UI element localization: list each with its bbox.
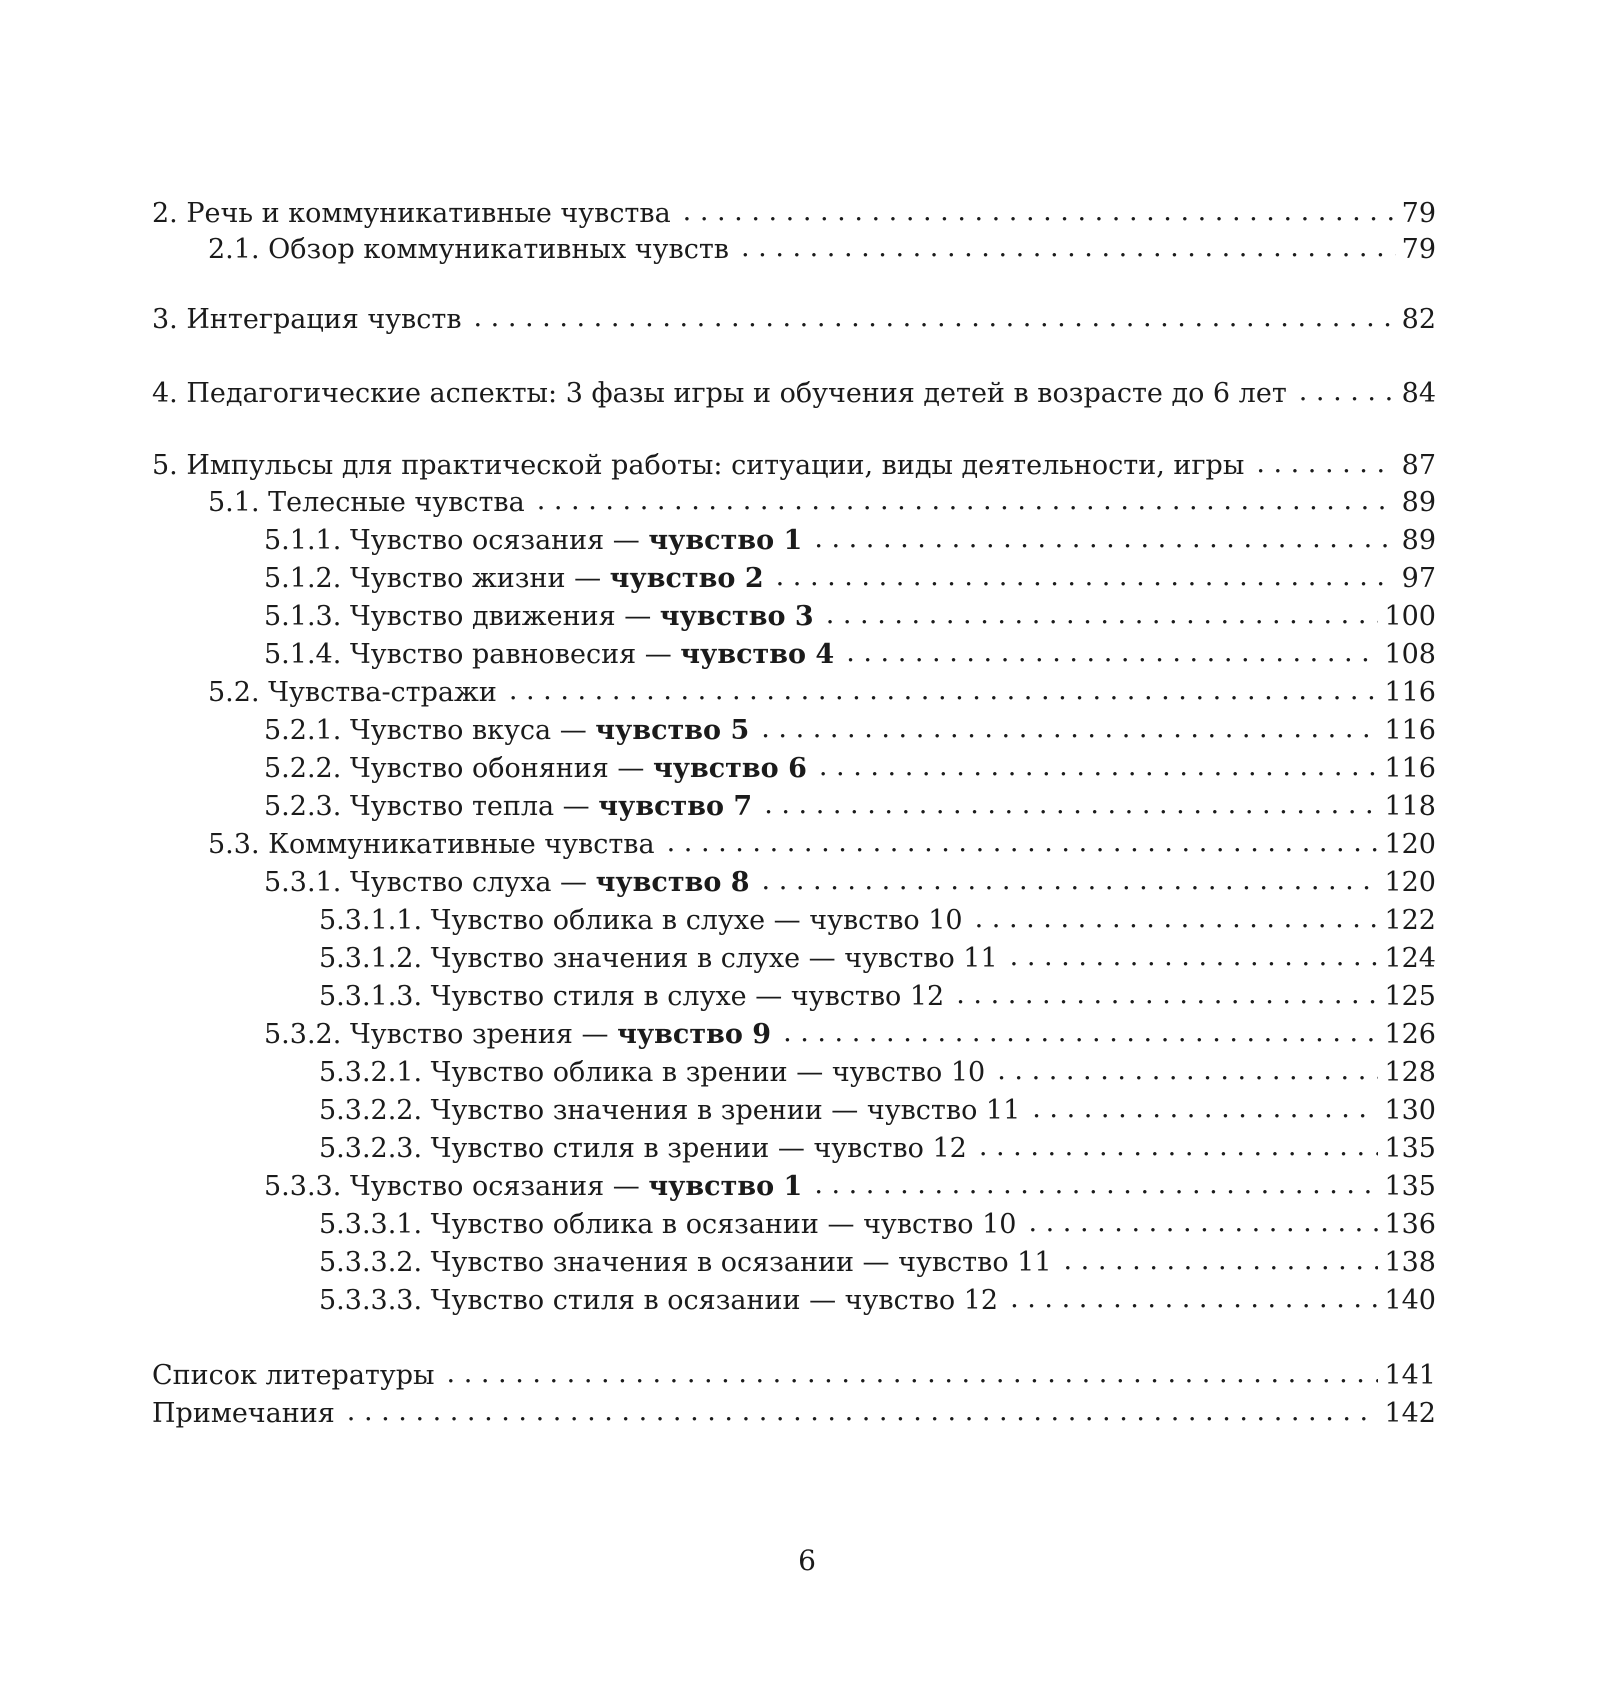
dot-leader <box>447 1355 1379 1393</box>
toc-entry-5-2-2 <box>152 750 1436 788</box>
toc-page-number: 128 <box>1384 1057 1436 1088</box>
dot-leader <box>783 1014 1378 1052</box>
dot-leader <box>537 482 1396 520</box>
toc-page-number: 82 <box>1401 304 1436 335</box>
toc-entry-label: 5.1.1. Чувство осязания — чувство 1 <box>264 525 803 556</box>
toc-page-number: 84 <box>1401 378 1436 409</box>
toc-page-number: 120 <box>1384 829 1436 860</box>
toc-page-number: 79 <box>1401 234 1436 265</box>
toc-entry-5-3-3 <box>152 1168 1436 1206</box>
dot-leader <box>979 1128 1379 1166</box>
toc-entry-label: 5.3.2.1. Чувство облика в зрении — чувство 10 <box>319 1057 986 1088</box>
toc-entry-label: 5.2. Чувства-стражи <box>208 677 497 708</box>
toc-entry-5-3-1-1 <box>152 902 1436 940</box>
dot-leader <box>741 229 1396 267</box>
dot-leader <box>1010 938 1379 976</box>
toc-entry-3 <box>152 301 1436 339</box>
toc-entry-label: 5.2.2. Чувство обоняния — чувство 6 <box>264 753 807 784</box>
toc-page-number: 122 <box>1384 905 1436 936</box>
toc-page-number: 89 <box>1401 487 1436 518</box>
toc-entry-2-1 <box>152 231 1436 269</box>
toc-page-number: 116 <box>1384 715 1436 746</box>
toc-entry-5-3-2-1 <box>152 1054 1436 1092</box>
dot-leader <box>1299 373 1396 411</box>
toc-entry-label: 5.3.2.2. Чувство значения в зрении — чувство 11 <box>319 1095 1021 1126</box>
toc-entry-5-1-1 <box>152 522 1436 560</box>
toc-entry-4 <box>152 375 1436 413</box>
dot-leader <box>975 900 1379 938</box>
toc-entry-2 <box>152 195 1436 233</box>
toc-entry-label: 5.2.3. Чувство тепла — чувство 7 <box>264 791 753 822</box>
toc-page-number: 116 <box>1384 753 1436 784</box>
toc-entry-label: 5.3.3.2. Чувство значения в осязании — чувство 11 <box>319 1247 1052 1278</box>
toc-entry-label: 3. Интеграция чувств <box>152 304 462 335</box>
toc-entry-label: 5.3. Коммуникативные чувства <box>208 829 655 860</box>
toc-entry-5-3-2 <box>152 1016 1436 1054</box>
toc-page-number: 108 <box>1384 639 1436 670</box>
toc-entry-label: 5.3.3.1. Чувство облика в осязании — чувство 10 <box>319 1209 1017 1240</box>
dot-leader <box>814 520 1395 558</box>
toc-entry-5-1-2 <box>152 560 1436 598</box>
toc-entry-label: 5.2.1. Чувство вкуса — чувство 5 <box>264 715 750 746</box>
toc-entry-label: 5.3.3. Чувство осязания — чувство 1 <box>264 1171 803 1202</box>
dot-leader <box>1010 1280 1378 1318</box>
toc-entry-label: 5.3.1.3. Чувство стиля в слухе — чувство 12 <box>319 981 945 1012</box>
dot-leader <box>826 596 1379 634</box>
toc-entry-label: 5. Импульсы для практической работы: ситуации, виды деятельности, игры <box>152 450 1245 481</box>
dot-leader <box>509 672 1379 710</box>
toc-page-number: 142 <box>1384 1398 1436 1429</box>
toc-entry-5-3-3-2 <box>152 1244 1436 1282</box>
toc-entry-5-2-3 <box>152 788 1436 826</box>
dot-leader <box>764 786 1378 824</box>
toc-page-number: 89 <box>1401 525 1436 556</box>
toc-entry-5-2-1 <box>152 712 1436 750</box>
page-number: 6 <box>798 1544 816 1577</box>
toc-entry-label: 5.3.3.3. Чувство стиля в осязании — чувство 12 <box>319 1285 999 1316</box>
dot-leader <box>683 193 1396 231</box>
toc-page-number: 116 <box>1384 677 1436 708</box>
toc-page-number: 118 <box>1384 791 1436 822</box>
dot-leader <box>1032 1090 1378 1128</box>
toc-entry-5-3 <box>152 826 1436 864</box>
toc-entry-notes <box>152 1395 1436 1433</box>
toc-entry-label: Список литературы <box>152 1360 435 1391</box>
dot-leader <box>814 1166 1378 1204</box>
toc-entry-label: 5.3.1.2. Чувство значения в слухе — чувство 11 <box>319 943 998 974</box>
dot-leader <box>776 558 1396 596</box>
toc-entry-5-3-1 <box>152 864 1436 902</box>
toc-entry-5-3-1-3 <box>152 978 1436 1016</box>
toc-entry-label: 2.1. Обзор коммуникативных чувств <box>208 234 729 265</box>
toc-entry-5-3-2-2 <box>152 1092 1436 1130</box>
toc-page-number: 138 <box>1384 1247 1436 1278</box>
toc-page-number: 87 <box>1401 450 1436 481</box>
toc-page-number: 136 <box>1384 1209 1436 1240</box>
dot-leader <box>956 976 1378 1014</box>
toc-entry-label: 2. Речь и коммуникативные чувства <box>152 198 671 229</box>
toc-entry-label: 5.1.2. Чувство жизни — чувство 2 <box>264 563 764 594</box>
toc-entry-label: 5.3.1.1. Чувство облика в слухе — чувство 10 <box>319 905 963 936</box>
toc-entry-label: 5.3.2. Чувство зрения — чувство 9 <box>264 1019 772 1050</box>
dot-leader <box>762 862 1379 900</box>
dot-leader <box>819 748 1379 786</box>
toc-entry-5-1 <box>152 484 1436 522</box>
toc-entry-label: 5.3.1. Чувство слуха — чувство 8 <box>264 867 750 898</box>
toc-entry-5-3-3-3 <box>152 1282 1436 1320</box>
toc-page-number: 125 <box>1384 981 1436 1012</box>
dot-leader <box>846 634 1378 672</box>
dot-leader <box>667 824 1379 862</box>
toc-entry-bibliography <box>152 1357 1436 1395</box>
dot-leader <box>347 1393 1379 1431</box>
toc-page-number: 126 <box>1384 1019 1436 1050</box>
toc-entry-5-3-3-1 <box>152 1206 1436 1244</box>
toc-page-number: 130 <box>1384 1095 1436 1126</box>
toc-page-number: 141 <box>1384 1360 1436 1391</box>
toc-page-number: 135 <box>1384 1171 1436 1202</box>
toc-entry-5-1-3 <box>152 598 1436 636</box>
dot-leader <box>474 299 1396 337</box>
toc-page-number: 100 <box>1384 601 1436 632</box>
toc-page-number: 79 <box>1401 198 1436 229</box>
toc-entry-5-1-4 <box>152 636 1436 674</box>
toc-entry-label: Примечания <box>152 1398 335 1429</box>
dot-leader <box>1064 1242 1379 1280</box>
toc-entry-5-2 <box>152 674 1436 712</box>
dot-leader <box>1028 1204 1378 1242</box>
toc-page-number: 124 <box>1384 943 1436 974</box>
toc-page-number: 140 <box>1384 1285 1436 1316</box>
dot-leader <box>1256 445 1395 483</box>
toc-entry-label: 5.1. Телесные чувства <box>208 487 525 518</box>
toc-entry-label: 5.1.3. Чувство движения — чувство 3 <box>264 601 814 632</box>
dot-leader <box>761 710 1378 748</box>
toc-entry-label: 4. Педагогические аспекты: 3 фазы игры и обучения детей в возрасте до 6 лет <box>152 378 1287 409</box>
toc-entry-label: 5.1.4. Чувство равновесия — чувство 4 <box>264 639 835 670</box>
toc-entry-5-3-1-2 <box>152 940 1436 978</box>
toc-entry-5-3-2-3 <box>152 1130 1436 1168</box>
dot-leader <box>997 1052 1378 1090</box>
toc-page-number: 135 <box>1384 1133 1436 1164</box>
toc-entry-label: 5.3.2.3. Чувство стиля в зрении — чувство 12 <box>319 1133 967 1164</box>
toc-page-number: 97 <box>1401 563 1436 594</box>
toc-entry-5 <box>152 447 1436 485</box>
toc-page-number: 120 <box>1384 867 1436 898</box>
